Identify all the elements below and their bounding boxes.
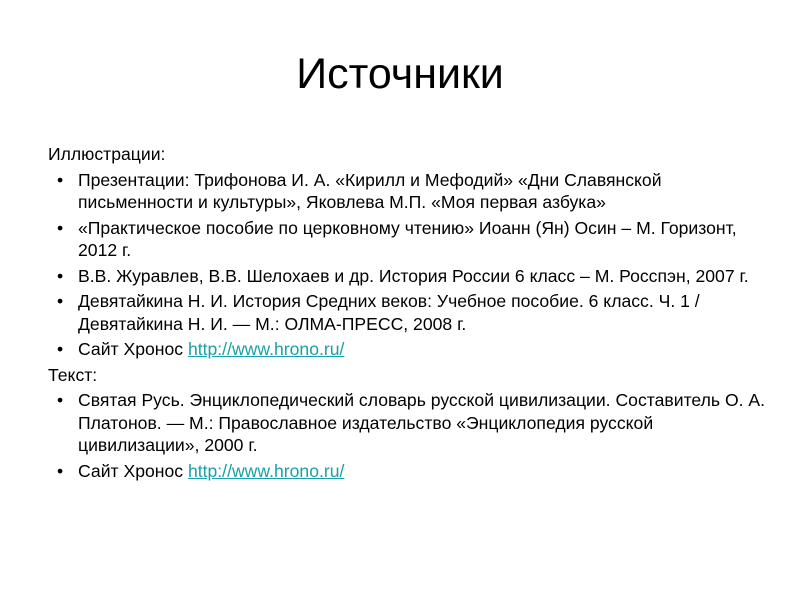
hrono-link[interactable]: http://www.hrono.ru/ <box>187 460 345 481</box>
bullet-icon: • <box>57 217 64 238</box>
list-item <box>48 265 778 288</box>
section-heading: Текст: <box>48 364 98 385</box>
bullet-icon: • <box>57 390 64 410</box>
source-text: В.В. Журавлев, В.В. Шелохаев и др. История России 6 класс – М. Росспэн, 2007 г. <box>78 265 749 286</box>
source-text: Презентации: Трифонова И. А. «Кирилл и Мефодий» «Дни Славянской письменности и культуры», Яковлева М.П. «Моя первая азбука» <box>78 169 662 212</box>
bullet-icon: • <box>57 291 64 311</box>
section-heading: Иллюстрации: <box>48 144 166 164</box>
slide-title: Источники <box>296 50 504 98</box>
list-item <box>48 338 778 361</box>
section-text <box>48 364 778 483</box>
bullet-icon: • <box>57 265 64 286</box>
source-text: Святая Русь. Энциклопедический словарь русской цивилизации. Составитель О. А. Платонов. — М.: Православное издательство «Энциклопедия русской цивилизации», 2000 г. <box>78 390 766 455</box>
list-item <box>48 169 778 214</box>
source-text: «Практическое пособие по церковному чтению» Иоанн (Ян) Осин – М. Горизонт, 2012 г. <box>78 217 737 260</box>
bullet-icon: • <box>57 339 64 359</box>
list-item <box>48 389 778 457</box>
source-text: Сайт Хронос <box>78 460 188 481</box>
bullet-icon: • <box>57 460 64 481</box>
list-item <box>48 217 778 262</box>
hrono-link[interactable]: http://www.hrono.ru/ <box>187 339 345 359</box>
bullet-icon: • <box>57 169 64 190</box>
list-item <box>48 460 778 483</box>
source-text: Сайт Хронос <box>78 339 188 359</box>
section-illustrations <box>48 143 778 361</box>
source-list <box>48 169 778 361</box>
source-text: Девятайкина Н. И. История Средних веков: Учебное пособие. 6 класс. Ч. 1 / Девятайкина Н. И. — М.: ОЛМА-ПРЕСС, 2008 г. <box>78 291 700 334</box>
list-item <box>48 290 778 335</box>
source-list <box>48 389 778 482</box>
sources-content <box>48 143 778 485</box>
